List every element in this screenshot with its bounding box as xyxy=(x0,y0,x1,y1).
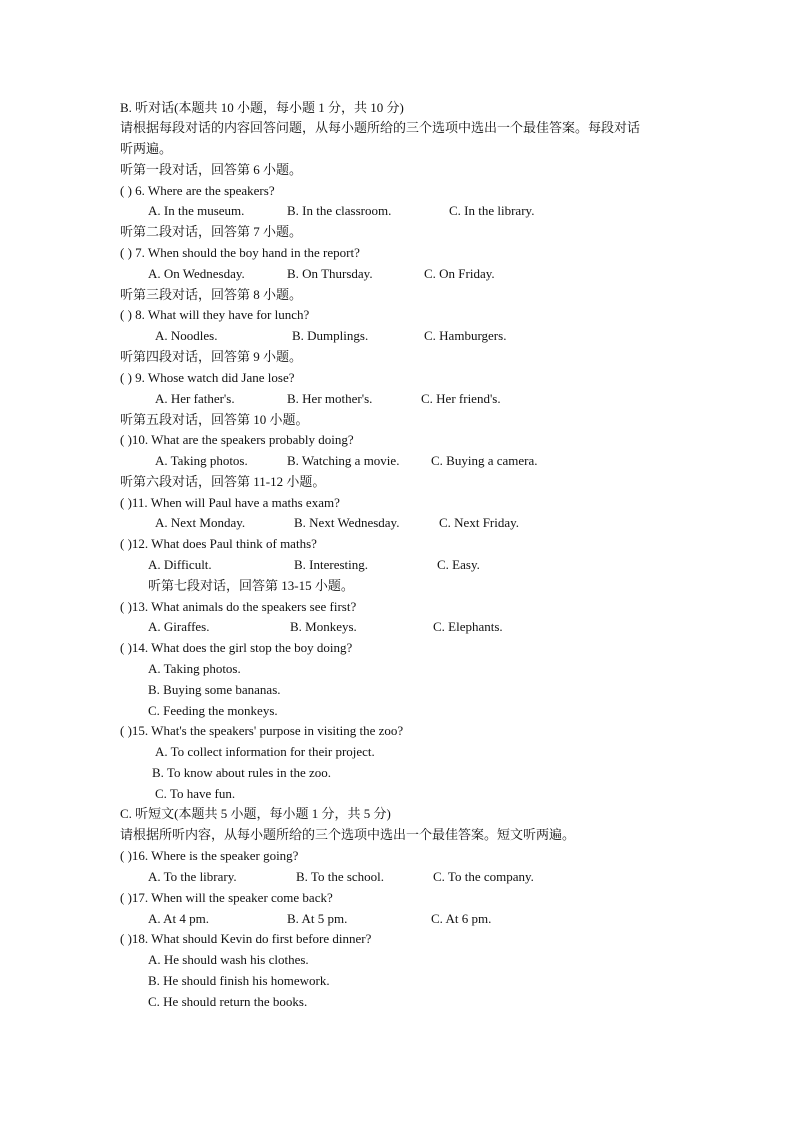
dialog-head-5: 听第五段对话，回答第 10 小题。 xyxy=(120,412,309,427)
question-9-stem: ( ) 9. Whose watch did Jane lose? xyxy=(120,370,295,385)
question-6-option-a: A. In the museum. xyxy=(148,203,245,218)
question-17-option-c: C. At 6 pm. xyxy=(431,911,492,926)
question-15-option-c: C. To have fun. xyxy=(155,786,236,801)
question-8-option-a: A. Noodles. xyxy=(155,328,218,343)
question-12-stem: ( )12. What does Paul think of maths? xyxy=(120,536,317,551)
dialog-head-6: 听第六段对话，回答第 11-12 小题。 xyxy=(120,474,326,489)
section-c-instructions: 请根据所听内容，从每小题所给的三个选项中选出一个最佳答案。短文听两遍。 xyxy=(120,827,576,842)
question-14-option-a: A. Taking photos. xyxy=(148,661,241,676)
question-8-option-c: C. Hamburgers. xyxy=(424,328,507,343)
question-13-option-c: C. Elephants. xyxy=(433,619,503,634)
question-6-stem: ( ) 6. Where are the speakers? xyxy=(120,183,275,198)
question-14-option-b: B. Buying some bananas. xyxy=(148,682,281,697)
question-17-stem: ( )17. When will the speaker come back? xyxy=(120,890,333,905)
dialog-head-4: 听第四段对话，回答第 9 小题。 xyxy=(120,349,303,364)
question-12-option-c: C. Easy. xyxy=(437,557,480,572)
question-13-stem: ( )13. What animals do the speakers see first? xyxy=(120,599,357,614)
question-15-option-a: A. To collect information for their project. xyxy=(155,744,375,759)
question-12-option-a: A. Difficult. xyxy=(148,557,212,572)
question-12-option-b: B. Interesting. xyxy=(294,557,369,572)
question-18-stem: ( )18. What should Kevin do first before dinner? xyxy=(120,931,372,946)
question-7-option-b: B. On Thursday. xyxy=(287,266,373,281)
question-14-stem: ( )14. What does the girl stop the boy doing? xyxy=(120,640,353,655)
section-b-instructions-line2: 听两遍。 xyxy=(120,141,173,156)
question-16-option-a: A. To the library. xyxy=(148,869,237,884)
dialog-head-7: 听第七段对话，回答第 13-15 小题。 xyxy=(148,578,354,593)
question-15-stem: ( )15. What's the speakers' purpose in visiting the zoo? xyxy=(120,723,404,738)
question-7-option-a: A. On Wednesday. xyxy=(148,266,245,281)
question-10-option-b: B. Watching a movie. xyxy=(287,453,400,468)
question-16-option-c: C. To the company. xyxy=(433,869,534,884)
question-11-option-a: A. Next Monday. xyxy=(155,515,246,530)
question-9-option-c: C. Her friend's. xyxy=(421,391,501,406)
question-9-option-a: A. Her father's. xyxy=(155,391,235,406)
section-b-title: B. 听对话(本题共 10 小题，每小题 1 分，共 10 分) xyxy=(120,100,404,115)
question-11-option-c: C. Next Friday. xyxy=(439,515,520,530)
question-6-option-c: C. In the library. xyxy=(449,203,535,218)
question-8-option-b: B. Dumplings. xyxy=(292,328,369,343)
dialog-head-2: 听第二段对话，回答第 7 小题。 xyxy=(120,224,303,239)
question-16-option-b: B. To the school. xyxy=(296,869,385,884)
question-16-stem: ( )16. Where is the speaker going? xyxy=(120,848,299,863)
question-10-option-c: C. Buying a camera. xyxy=(431,453,538,468)
question-13-option-a: A. Giraffes. xyxy=(148,619,210,634)
question-17-option-b: B. At 5 pm. xyxy=(287,911,348,926)
question-10-option-a: A. Taking photos. xyxy=(155,453,248,468)
question-9-option-b: B. Her mother's. xyxy=(287,391,373,406)
question-17-option-a: A. At 4 pm. xyxy=(148,911,210,926)
question-11-stem: ( )11. When will Paul have a maths exam? xyxy=(120,495,340,510)
question-15-option-b: B. To know about rules in the zoo. xyxy=(152,765,332,780)
question-8-stem: ( ) 8. What will they have for lunch? xyxy=(120,307,310,322)
dialog-head-1: 听第一段对话，回答第 6 小题。 xyxy=(120,162,303,177)
question-14-option-c: C. Feeding the monkeys. xyxy=(148,703,278,718)
question-18-option-a: A. He should wash his clothes. xyxy=(148,952,309,967)
question-18-option-c: C. He should return the books. xyxy=(148,994,308,1009)
question-10-stem: ( )10. What are the speakers probably doing? xyxy=(120,432,354,447)
section-c-title: C. 听短文(本题共 5 小题，每小题 1 分，共 5 分) xyxy=(120,806,391,821)
question-18-option-b: B. He should finish his homework. xyxy=(148,973,330,988)
question-7-stem: ( ) 7. When should the boy hand in the report? xyxy=(120,245,360,260)
question-13-option-b: B. Monkeys. xyxy=(290,619,357,634)
section-b-instructions-line1: 请根据每段对话的内容回答问题，从每小题所给的三个选项中选出一个最佳答案。每段对话 xyxy=(120,120,641,135)
question-7-option-c: C. On Friday. xyxy=(424,266,495,281)
dialog-head-3: 听第三段对话，回答第 8 小题。 xyxy=(120,287,303,302)
question-11-option-b: B. Next Wednesday. xyxy=(294,515,400,530)
question-6-option-b: B. In the classroom. xyxy=(287,203,392,218)
